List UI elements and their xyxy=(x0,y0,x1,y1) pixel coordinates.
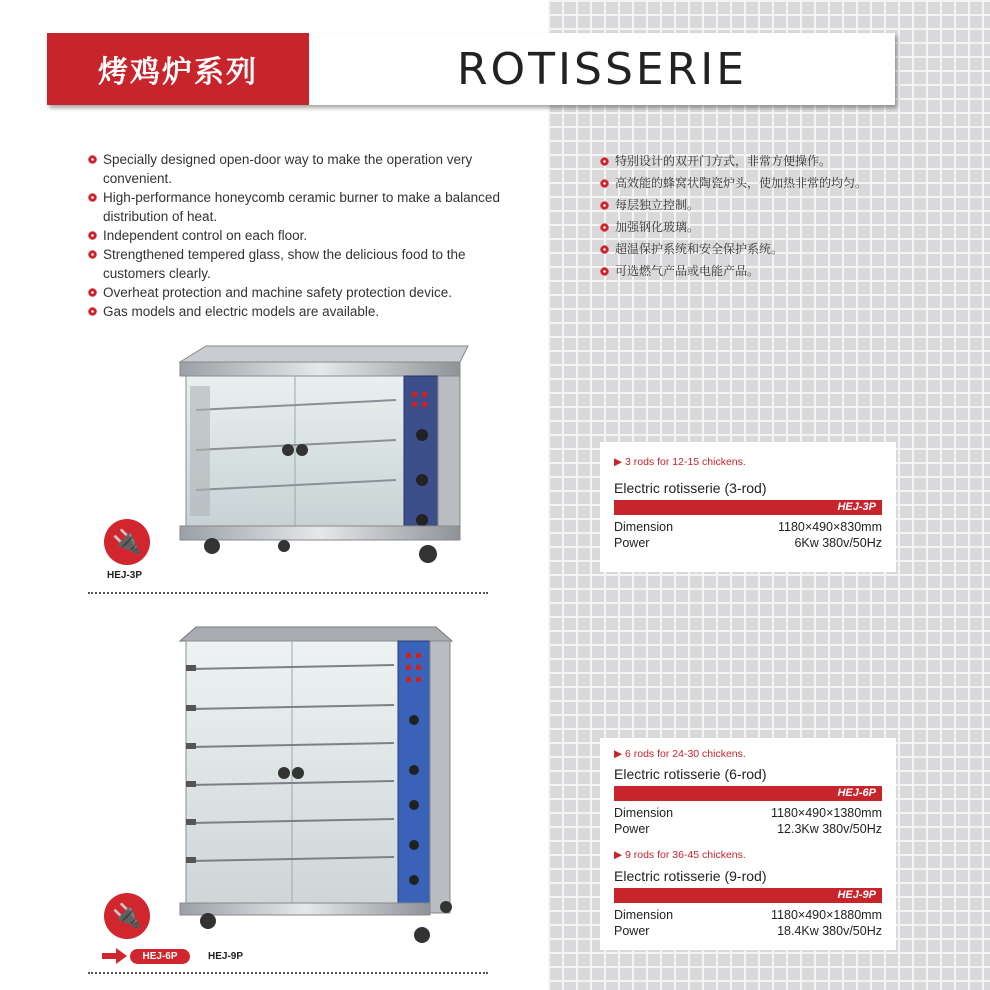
flower-bullet-icon xyxy=(600,157,609,166)
spec-dimension-row: Dimension 1180×490×1880mm xyxy=(614,908,882,922)
spec-box-6-9rod xyxy=(600,738,896,950)
rotisserie-3rod-image xyxy=(176,340,476,570)
spec-dimension-row: Dimension 1180×490×1380mm xyxy=(614,806,882,820)
flower-bullet-icon xyxy=(88,307,97,316)
feature-cn-item: 可选燃气产品或电能产品。 xyxy=(600,260,900,282)
spec-box-3rod xyxy=(600,442,896,572)
feature-en-item: Specially designed open-door way to make the operation very convenient. xyxy=(88,150,528,188)
feature-cn-item: 加强钢化玻璃。 xyxy=(600,216,900,238)
features-cn-list xyxy=(600,150,900,282)
feature-cn-item: 每层独立控制。 xyxy=(600,194,900,216)
feature-cn-item: 高效能的蜂窝状陶瓷炉头，使加热非常的均匀。 xyxy=(600,172,900,194)
spec-note: ▶ 6 rods for 24-30 chickens. xyxy=(614,748,746,760)
spec-note: ▶ 9 rods for 36-45 chickens. xyxy=(614,849,746,861)
spec-model-bar: HEJ-3P xyxy=(614,500,882,515)
spec-dimension-row: Dimension 1180×490×830mm xyxy=(614,520,882,534)
divider-dotted xyxy=(88,592,488,594)
feature-en-item: Gas models and electric models are available. xyxy=(88,302,528,321)
model-label-small: HEJ-3P xyxy=(107,570,143,581)
feature-en-item: High-performance honeycomb ceramic burner to make a balanced distribution of heat. xyxy=(88,188,528,226)
feature-en-item: Strengthened tempered glass, show the delicious food to the customers clearly. xyxy=(88,245,528,283)
feature-cn-item: 超温保护系统和安全保护系统。 xyxy=(600,238,900,260)
spec-note: ▶ 3 rods for 12-15 chickens. xyxy=(614,456,746,468)
flower-bullet-icon xyxy=(600,179,609,188)
flower-bullet-icon xyxy=(88,193,97,202)
spec-name: Electric rotisserie (9-rod) xyxy=(614,868,767,884)
spec-name: Electric rotisserie (3-rod) xyxy=(614,480,767,496)
flower-bullet-icon xyxy=(600,245,609,254)
flower-bullet-icon xyxy=(88,250,97,259)
flower-bullet-icon xyxy=(88,155,97,164)
spec-power-row: Power 18.4Kw 380v/50Hz xyxy=(614,924,882,938)
model-label-arrow: HEJ-6P xyxy=(130,949,190,964)
spec-power-row: Power 12.3Kw 380v/50Hz xyxy=(614,822,882,836)
features-en-list xyxy=(88,150,528,321)
flower-bullet-icon xyxy=(600,201,609,210)
rotisserie-9rod-image xyxy=(176,625,456,945)
divider-dotted xyxy=(88,972,488,974)
header-en-title: ROTISSERIE xyxy=(456,43,748,95)
model-label-large: HEJ-9P xyxy=(208,951,244,962)
spec-name: Electric rotisserie (6-rod) xyxy=(614,766,767,782)
header-cn-title: 烤鸡炉系列 xyxy=(47,33,309,105)
feature-en-item: Overheat protection and machine safety protection device. xyxy=(88,283,528,302)
electric-plug-icon: 🔌 xyxy=(104,519,150,565)
spec-model-bar: HEJ-9P xyxy=(614,888,882,903)
feature-cn-item: 特别设计的双开门方式，非常方便操作。 xyxy=(600,150,900,172)
electric-plug-icon: 🔌 xyxy=(104,893,150,939)
spec-power-row: Power 6Kw 380v/50Hz xyxy=(614,536,882,550)
right-arrow-icon xyxy=(102,947,128,965)
flower-bullet-icon xyxy=(88,288,97,297)
feature-en-item: Independent control on each floor. xyxy=(88,226,528,245)
spec-model-bar: HEJ-6P xyxy=(614,786,882,801)
flower-bullet-icon xyxy=(600,267,609,276)
flower-bullet-icon xyxy=(88,231,97,240)
flower-bullet-icon xyxy=(600,223,609,232)
